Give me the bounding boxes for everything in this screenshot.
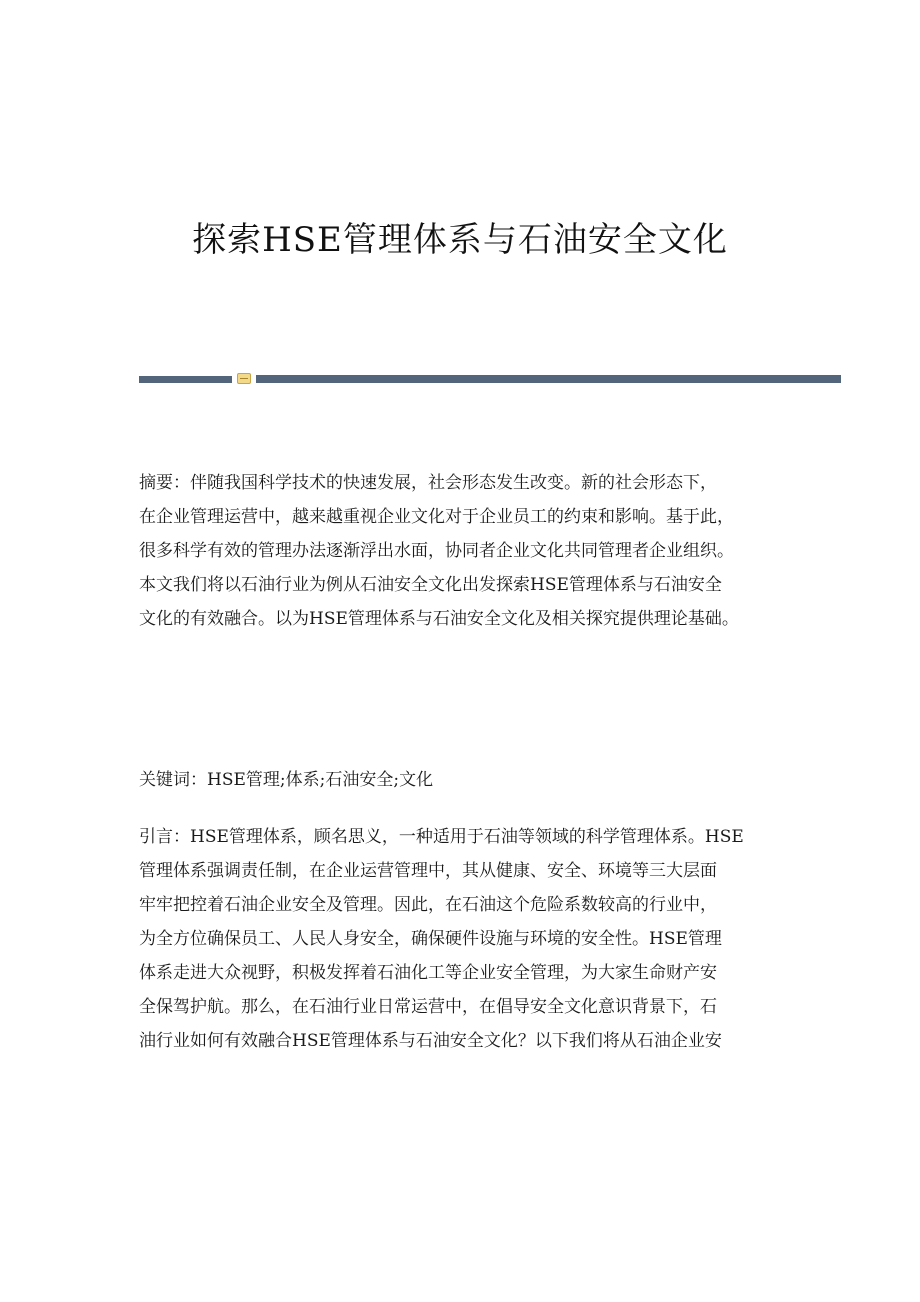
divider-ornament-icon (237, 373, 251, 384)
title-divider (139, 372, 841, 386)
keywords-line: 关键词：HSE管理;体系;石油安全;文化 (139, 770, 434, 790)
document-title: 探索HSE管理体系与石油安全文化 (192, 220, 728, 260)
intro-line: 管理体系强调责任制，在企业运营管理中，其从健康、安全、环境等三大层面 (139, 861, 717, 881)
abstract-paragraph (139, 466, 789, 636)
divider-bar-left (139, 376, 232, 383)
divider-bar-right (256, 375, 841, 383)
intro-line: 全保驾护航。那么，在石油行业日常运营中，在倡导安全文化意识背景下，石 (139, 997, 717, 1017)
intro-line: 引言：HSE管理体系，顾名思义，一种适用于石油等领域的科学管理体系。HSE (139, 827, 744, 847)
abstract-line: 在企业管理运营中，越来越重视企业文化对于企业员工的约束和影响。基于此， (139, 507, 734, 527)
abstract-line: 很多科学有效的管理办法逐渐浮出水面，协同者企业文化共同管理者企业组织。 (139, 541, 734, 561)
intro-paragraph (139, 820, 789, 1058)
intro-line: 体系走进大众视野，积极发挥着石油化工等企业安全管理，为大家生命财产安 (139, 963, 717, 983)
intro-line: 油行业如何有效融合HSE管理体系与石油安全文化？以下我们将从石油企业安 (139, 1031, 722, 1051)
intro-line: 牢牢把控着石油企业安全及管理。因此，在石油这个危险系数较高的行业中， (139, 895, 717, 915)
abstract-line: 摘要：伴随我国科学技术的快速发展，社会形态发生改变。新的社会形态下， (139, 473, 717, 493)
abstract-line: 本文我们将以石油行业为例从石油安全文化出发探索HSE管理体系与石油安全 (139, 575, 722, 595)
abstract-line: 文化的有效融合。以为HSE管理体系与石油安全文化及相关探究提供理论基础。 (139, 609, 739, 629)
keywords-paragraph (139, 763, 789, 797)
intro-line: 为全方位确保员工、人民人身安全，确保硬件设施与环境的安全性。HSE管理 (139, 929, 722, 949)
